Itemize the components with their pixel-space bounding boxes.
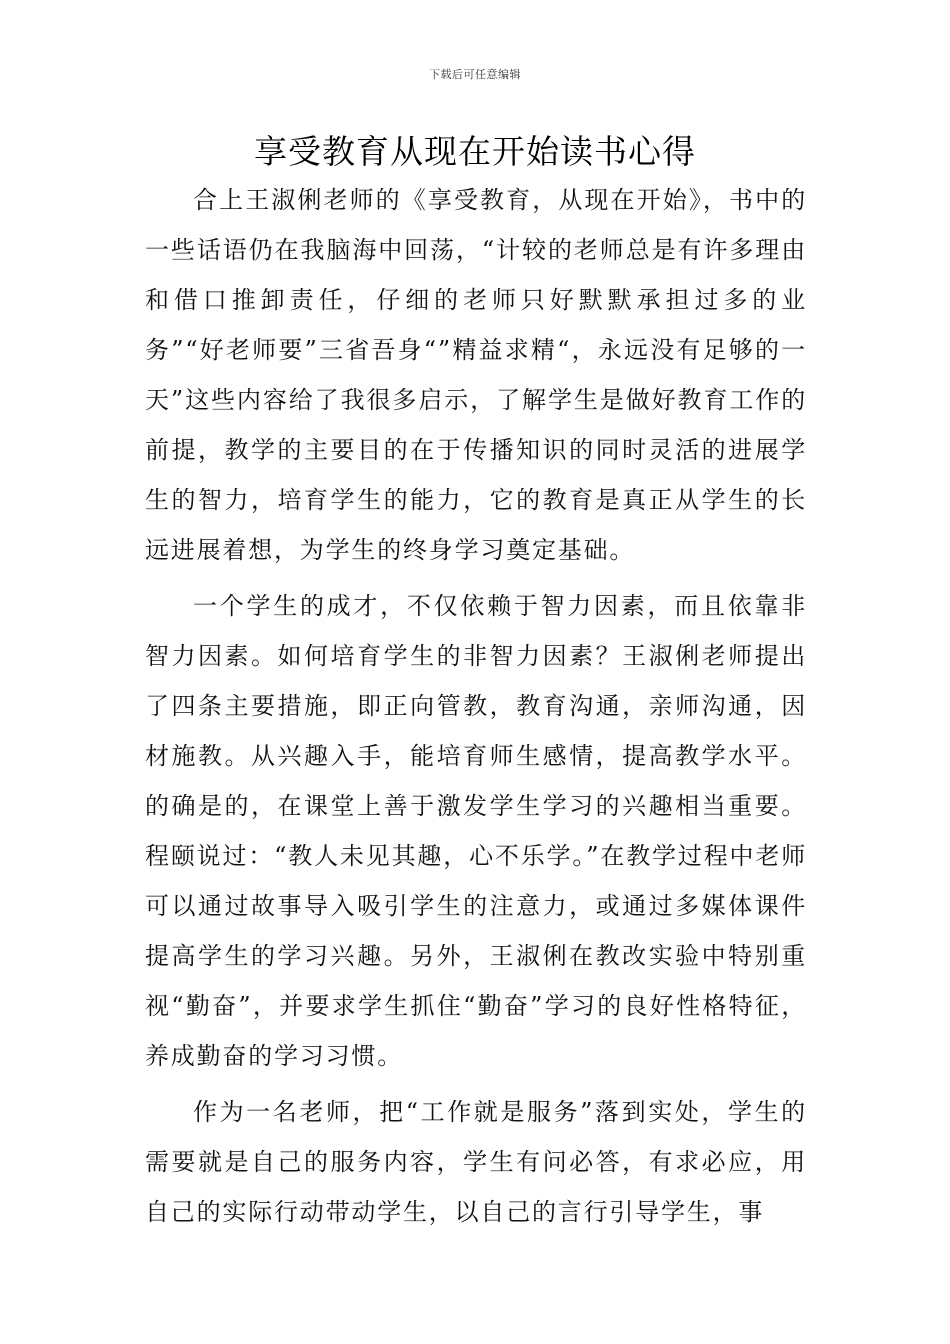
paragraph-3: 作为一名老师，把“工作就是服务”落到实处，学生的需要就是自己的服务内容，学生有问必答，有求必应，用自己的实际行动带动学生，以自己的言行引导学生，事 (145, 1098, 807, 1226)
paragraph-1: 合上王淑俐老师的《享受教育，从现在开始》，书中的一些话语仍在我脑海中回荡，“计较的老师总是有许多理由和借口推卸责任，仔细的老师只好默默承担过多的业务”“好老师要”三省吾身“”精益求精“，永远没有足够的一天”这些内容给了我很多启示，了解学生是做好教育工作的前提，教学的主要目的在于传播知识的同时灵活的进展学生的智力，培育学生的能力，它的教育是真正从学生的长远进展着想，为学生的终身学习奠定基础。 (145, 186, 807, 564)
paragraph-2: 一个学生的成才，不仅依赖于智力因素，而且依靠非智力因素。如何培育学生的非智力因素？王淑俐老师提出了四条主要措施，即正向管教，教育沟通，亲师沟通，因材施教。从兴趣入手，能培育师生感情，提高教学水平。的确是的，在课堂上善于激发学生学习的兴趣相当重要。程颐说过：“教人未见其趣，心不乐学。”在教学过程中老师可以通过故事导入吸引学生的注意力，或通过多媒体课件提高学生的学习兴趣。另外，王淑俐在教改实验中特别重视“勤奋”，并要求学生抓住“勤奋”学习的良好性格特征，养成勤奋的学习习惯。 (145, 592, 807, 1070)
header-note: 下载后可任意编辑 (429, 68, 521, 81)
page-title: 享受教育从现在开始读书心得 (254, 132, 696, 171)
body-text (145, 175, 807, 1237)
